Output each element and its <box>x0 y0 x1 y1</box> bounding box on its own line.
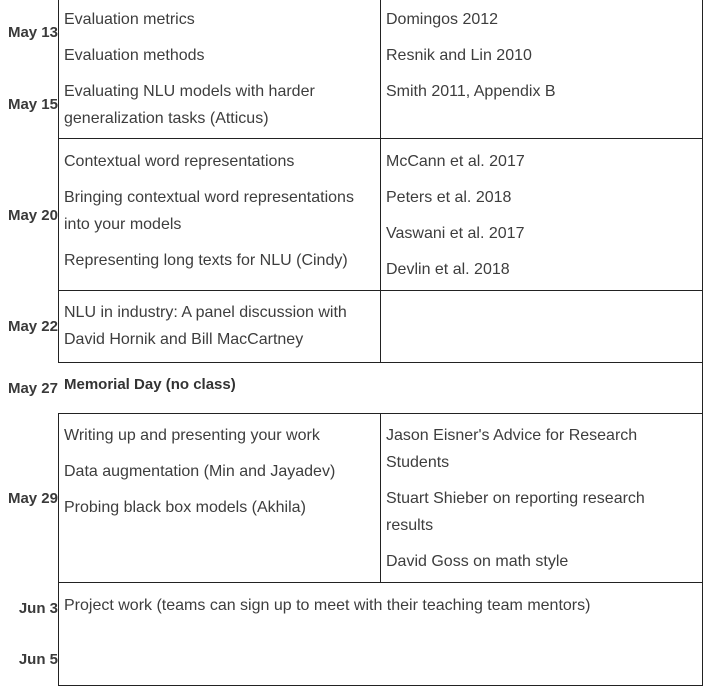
topic-data-augmentation: Data augmentation (Min and Jayadev) <box>64 463 336 480</box>
topic-harder-generalization-1: Evaluating NLU models with harder <box>64 83 315 100</box>
reading-vaswani: Vaswani et al. 2017 <box>386 225 525 242</box>
topic-contextual-word-representations: Contextual word representations <box>64 153 295 170</box>
reading-shieber-1: Stuart Shieber on reporting research <box>386 490 645 507</box>
date-may-22: May 22 <box>7 318 58 335</box>
reading-peters: Peters et al. 2018 <box>386 189 512 206</box>
reading-devlin: Devlin et al. 2018 <box>386 261 510 278</box>
topic-harder-generalization-2: generalization tasks (Atticus) <box>64 110 269 127</box>
topic-writing-up: Writing up and presenting your work <box>64 427 320 444</box>
topic-industry-panel-1: NLU in industry: A panel discussion with <box>64 304 347 321</box>
topic-evaluation-methods: Evaluation methods <box>64 47 205 64</box>
topic-industry-panel-2: David Hornik and Bill MacCartney <box>64 331 304 348</box>
topic-bringing-contextual-1: Bringing contextual word representations <box>64 189 354 206</box>
reading-goss: David Goss on math style <box>386 553 569 570</box>
reading-smith: Smith 2011, Appendix B <box>386 83 556 100</box>
reading-mccann: McCann et al. 2017 <box>386 153 525 170</box>
topic-long-texts: Representing long texts for NLU (Cindy) <box>64 252 348 269</box>
row-4-right-border <box>702 362 703 414</box>
topic-bringing-contextual-2: into your models <box>64 216 182 233</box>
reading-shieber-2: results <box>386 517 434 534</box>
date-may-20: May 20 <box>7 207 58 224</box>
row-3-readings-cell <box>380 290 703 363</box>
date-may-29: May 29 <box>7 490 58 507</box>
topic-evaluation-metrics: Evaluation metrics <box>64 11 195 28</box>
reading-eisner-2: Students <box>386 454 450 471</box>
reading-resnik-lin: Resnik and Lin 2010 <box>386 47 532 64</box>
date-jun-3: Jun 3 <box>18 600 58 617</box>
topic-probing-black-box: Probing black box models (Akhila) <box>64 499 306 516</box>
reading-eisner-1: Jason Eisner's Advice for Research <box>386 427 638 444</box>
date-may-27: May 27 <box>7 380 58 397</box>
date-may-13: May 13 <box>7 24 58 41</box>
date-may-15: May 15 <box>7 96 58 113</box>
reading-domingos: Domingos 2012 <box>386 11 499 28</box>
topic-project-work: Project work (teams can sign up to meet with their teaching team mentors) <box>64 597 591 614</box>
date-jun-5: Jun 5 <box>18 651 58 668</box>
topic-memorial-day: Memorial Day (no class) <box>64 376 236 393</box>
